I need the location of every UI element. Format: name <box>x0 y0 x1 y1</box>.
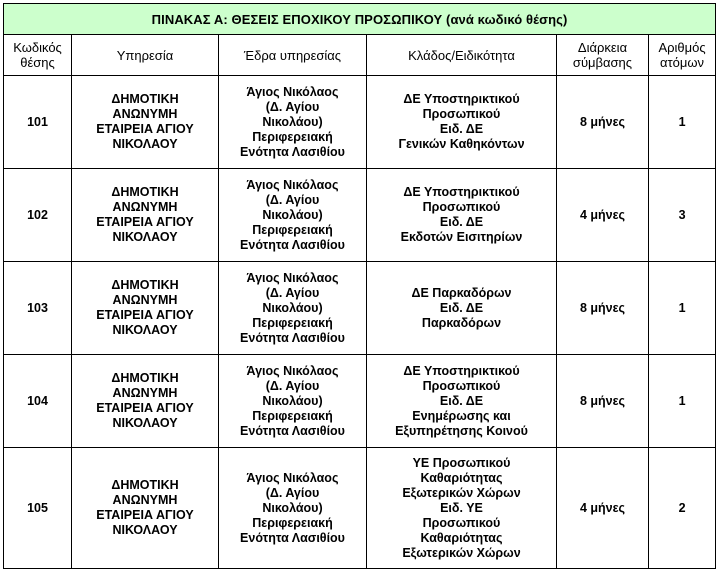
cell-specialty: ΔΕ Υποστηρικτικού Προσωπικού Ειδ. ΔΕ Γενικών Καθηκόντων <box>367 76 557 169</box>
header-contract-duration: Διάρκεια σύμβασης <box>557 35 649 76</box>
cell-number-of-persons: 3 <box>649 169 716 262</box>
table-row <box>4 355 716 448</box>
cell-position-code: 102 <box>4 169 72 262</box>
cell-position-code: 104 <box>4 355 72 448</box>
cell-position-code: 101 <box>4 76 72 169</box>
cell-service-seat: Άγιος Νικόλαος (Δ. Αγίου Νικολάου) Περιφερειακή Ενότητα Λασιθίου <box>219 169 367 262</box>
cell-service: ΔΗΜΟΤΙΚΗ ΑΝΩΝΥΜΗ ΕΤΑΙΡΕΙΑ ΑΓΙΟΥ ΝΙΚΟΛΑΟΥ <box>72 448 219 569</box>
header-service-seat: Έδρα υπηρεσίας <box>219 35 367 76</box>
header-specialty: Κλάδος/Ειδικότητα <box>367 35 557 76</box>
cell-number-of-persons: 1 <box>649 76 716 169</box>
cell-service-seat: Άγιος Νικόλαος (Δ. Αγίου Νικολάου) Περιφερειακή Ενότητα Λασιθίου <box>219 76 367 169</box>
cell-position-code: 105 <box>4 448 72 569</box>
header-service: Υπηρεσία <box>72 35 219 76</box>
cell-contract-duration: 4 μήνες <box>557 169 649 262</box>
table-row <box>4 76 716 169</box>
header-number-of-persons: Αριθμός ατόμων <box>649 35 716 76</box>
table-header-row <box>4 35 716 76</box>
cell-service: ΔΗΜΟΤΙΚΗ ΑΝΩΝΥΜΗ ΕΤΑΙΡΕΙΑ ΑΓΙΟΥ ΝΙΚΟΛΑΟΥ <box>72 76 219 169</box>
cell-contract-duration: 8 μήνες <box>557 355 649 448</box>
cell-specialty: ΥΕ Προσωπικού Καθαριότητας Εξωτερικών Χώρων Ειδ. ΥΕ Προσωπικού Καθαριότητας Εξωτερικών Χώρων <box>367 448 557 569</box>
cell-specialty: ΔΕ Παρκαδόρων Ειδ. ΔΕ Παρκαδόρων <box>367 262 557 355</box>
cell-number-of-persons: 2 <box>649 448 716 569</box>
table-row <box>4 448 716 569</box>
cell-position-code: 103 <box>4 262 72 355</box>
cell-contract-duration: 8 μήνες <box>557 76 649 169</box>
header-position-code: Κωδικός θέσης <box>4 35 72 76</box>
cell-service-seat: Άγιος Νικόλαος (Δ. Αγίου Νικολάου) Περιφερειακή Ενότητα Λασιθίου <box>219 262 367 355</box>
cell-service: ΔΗΜΟΤΙΚΗ ΑΝΩΝΥΜΗ ΕΤΑΙΡΕΙΑ ΑΓΙΟΥ ΝΙΚΟΛΑΟΥ <box>72 169 219 262</box>
table-title-row <box>4 4 716 35</box>
cell-number-of-persons: 1 <box>649 355 716 448</box>
cell-number-of-persons: 1 <box>649 262 716 355</box>
table-title: ΠΙΝΑΚΑΣ Α: ΘΕΣΕΙΣ ΕΠΟΧΙΚΟΥ ΠΡΟΣΩΠΙΚΟΥ (ανά κωδικό θέσης) <box>4 4 716 35</box>
cell-service-seat: Άγιος Νικόλαος (Δ. Αγίου Νικολάου) Περιφερειακή Ενότητα Λασιθίου <box>219 448 367 569</box>
cell-contract-duration: 8 μήνες <box>557 262 649 355</box>
cell-service: ΔΗΜΟΤΙΚΗ ΑΝΩΝΥΜΗ ΕΤΑΙΡΕΙΑ ΑΓΙΟΥ ΝΙΚΟΛΑΟΥ <box>72 355 219 448</box>
cell-specialty: ΔΕ Υποστηρικτικού Προσωπικού Ειδ. ΔΕ Ενημέρωσης και Εξυπηρέτησης Κοινού <box>367 355 557 448</box>
cell-service-seat: Άγιος Νικόλαος (Δ. Αγίου Νικολάου) Περιφερειακή Ενότητα Λασιθίου <box>219 355 367 448</box>
cell-specialty: ΔΕ Υποστηρικτικού Προσωπικού Ειδ. ΔΕ Εκδοτών Εισιτηρίων <box>367 169 557 262</box>
cell-service: ΔΗΜΟΤΙΚΗ ΑΝΩΝΥΜΗ ΕΤΑΙΡΕΙΑ ΑΓΙΟΥ ΝΙΚΟΛΑΟΥ <box>72 262 219 355</box>
table-row <box>4 169 716 262</box>
positions-table <box>3 3 716 569</box>
table-row <box>4 262 716 355</box>
cell-contract-duration: 4 μήνες <box>557 448 649 569</box>
